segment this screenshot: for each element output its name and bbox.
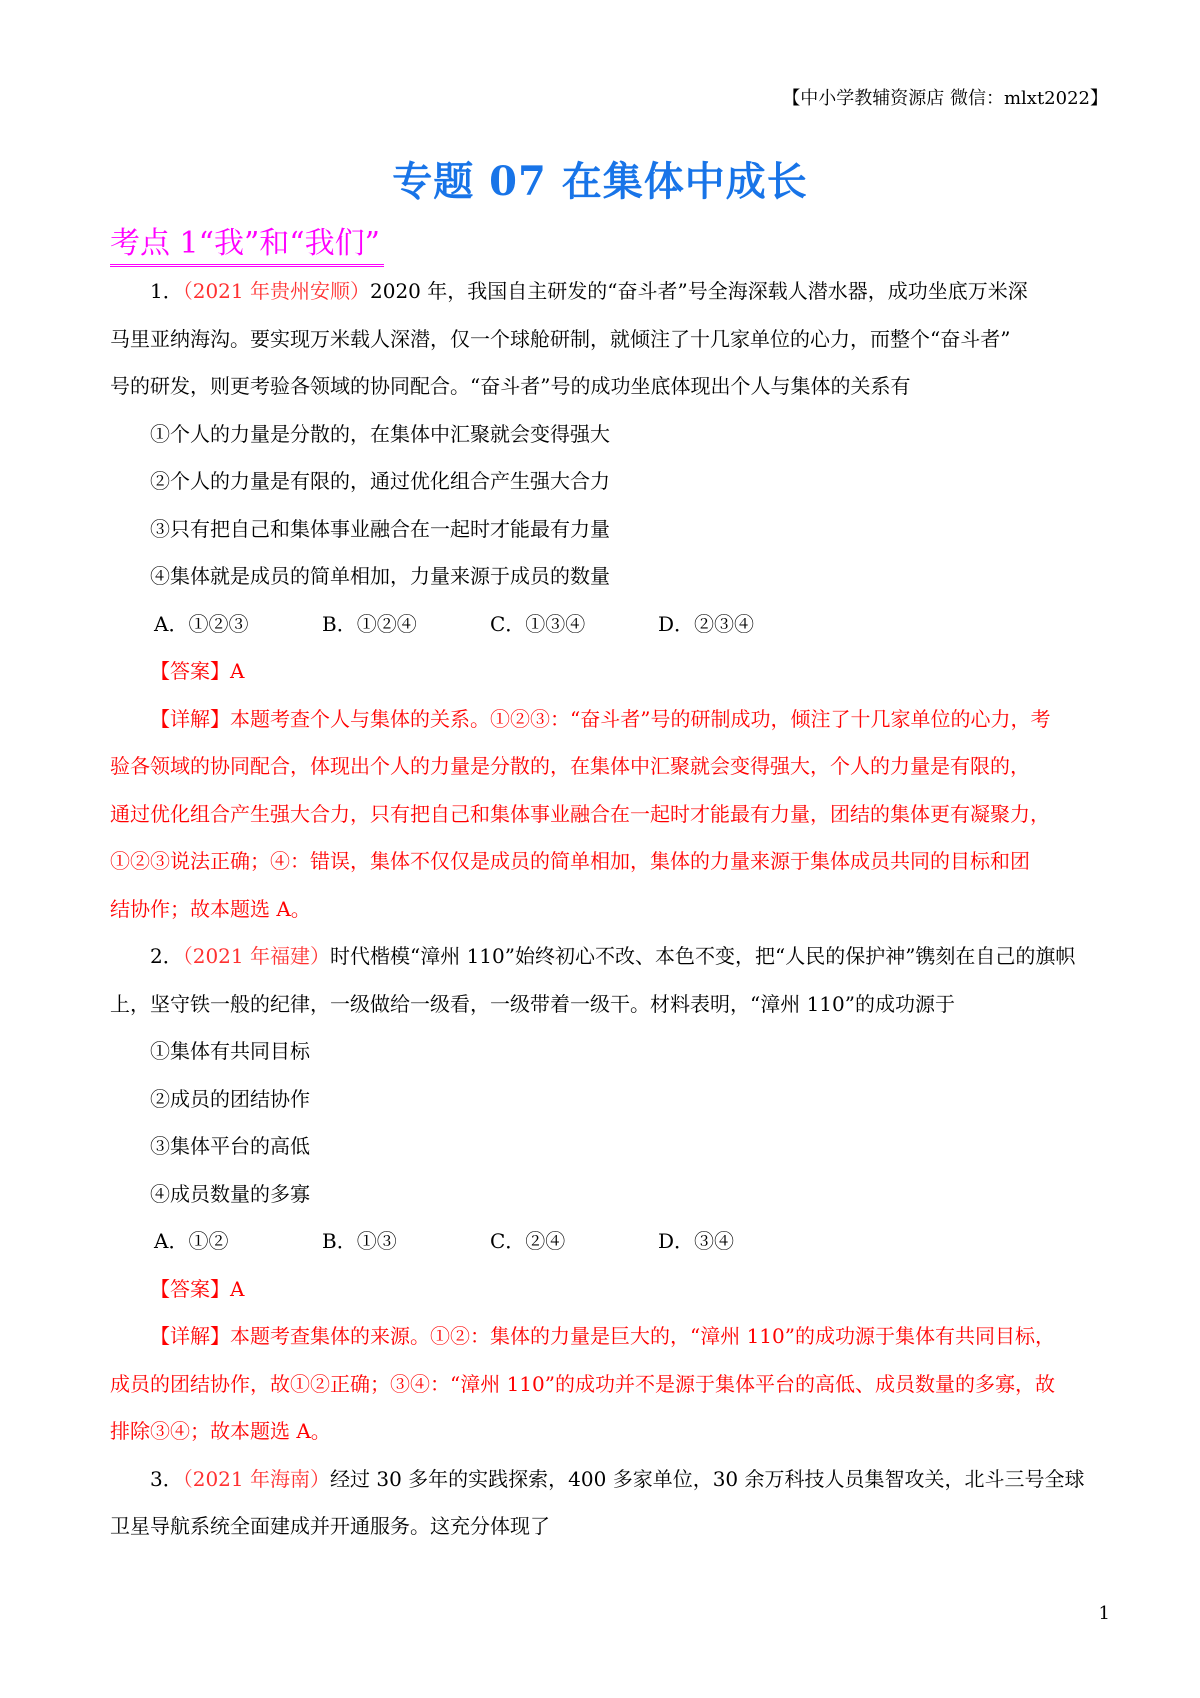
section-heading: 考点 1“我”和“我们” [110, 218, 384, 267]
question-3-stem-line-2: 卫星导航系统全面建成并开通服务。这充分体现了 [110, 1514, 550, 1538]
question-2-analysis-line: 排除③④；故本题选 A。 [110, 1419, 331, 1443]
question-2-answer: 【答案】A [150, 1276, 245, 1301]
question-2-item: ③集体平台的高低 [150, 1134, 310, 1158]
question-2-item: ①集体有共同目标 [150, 1039, 310, 1063]
page-title: 专题 07 在集体中成长 [392, 158, 808, 205]
question-1-item: ④集体就是成员的简单相加，力量来源于成员的数量 [150, 564, 610, 588]
question-2-item: ④成员数量的多寡 [150, 1181, 310, 1206]
question-1-analysis-line: 验各领域的协同配合，体现出个人的力量是分散的，在集体中汇聚就会变得强大，个人的力量是有限的， [110, 754, 1030, 778]
question-3-stem-line-1: 3．（2021 年海南）经过 30 多年的实践探索，400 多家单位，30 余万科技人员集智攻关，北斗三号全球 [150, 1466, 1085, 1491]
question-3-source: （2021 年海南） [182, 1466, 330, 1491]
question-1-item: ②个人的力量是有限的，通过优化组合产生强大合力 [150, 469, 610, 493]
question-1-stem-line-3: 号的研发，则更考验各领域的协同配合。“奋斗者”号的成功坐底体现出个人与集体的关系有 [110, 374, 911, 398]
question-2-source: （2021 年福建） [182, 944, 330, 968]
option-d: D．②③④ [658, 611, 755, 636]
page-number: 1 [1098, 1603, 1110, 1624]
question-2-analysis-line: 【详解】本题考查集体的来源。①②：集体的力量是巨大的，“漳州 110”的成功源于集体有共同目标， [150, 1324, 1055, 1348]
question-2-stem-line-2: 上，坚守铁一般的纪律，一级做给一级看，一级带着一级干。材料表明，“漳州 110”的成功源于 [110, 991, 955, 1016]
option-a: A．①② [154, 1229, 229, 1253]
header-note: 【中小学教辅资源店 微信：mlxt2022】 [782, 88, 1108, 109]
question-1-analysis-line: 通过优化组合产生强大合力，只有把自己和集体事业融合在一起时才能最有力量，团结的集体更有凝聚力， [110, 801, 1050, 826]
option-d: D．③④ [658, 1229, 735, 1253]
question-1-answer: 【答案】A [150, 659, 245, 683]
option-c: C．①③④ [490, 611, 586, 636]
option-b: B．①③ [322, 1229, 397, 1253]
question-1-options [110, 601, 1105, 649]
option-b: B．①②④ [322, 611, 417, 636]
option-a: A．①②③ [154, 611, 249, 636]
question-2-analysis-line: 成员的团结协作，故①②正确；③④：“漳州 110”的成功并不是源于集体平台的高低、成员数量的多寡，故 [110, 1371, 1055, 1396]
document-body [110, 268, 1105, 1551]
question-1-item: ③只有把自己和集体事业融合在一起时才能最有力量 [150, 516, 610, 541]
question-1-item: ①个人的力量是分散的，在集体中汇聚就会变得强大 [150, 421, 610, 446]
option-c: C．②④ [490, 1229, 566, 1253]
question-1-stem-line-2: 马里亚纳海沟。要实现万米载人深潜，仅一个球舱研制，就倾注了十几家单位的心力，而整个“奋斗者” [110, 326, 1011, 351]
question-1-analysis-line: 【详解】本题考查个人与集体的关系。①②③：“奋斗者”号的研制成功，倾注了十几家单位的心力，考 [150, 706, 1051, 731]
question-1-analysis-line: ①②③说法正确；④：错误，集体不仅仅是成员的简单相加，集体的力量来源于集体成员共同的目标和团 [110, 849, 1030, 873]
question-2-options [110, 1218, 1105, 1266]
question-1-analysis-line: 结协作；故本题选 A。 [110, 896, 311, 921]
question-2-stem-line-1: 2．（2021 年福建）时代楷模“漳州 110”始终初心不改、本色不变，把“人民的保护神”镌刻在自己的旗帜 [150, 944, 1076, 968]
question-1-stem-line-1: 1．（2021 年贵州安顺）2020 年，我国自主研发的“奋斗者”号全海深载人潜水器，成功坐底万米深 [150, 279, 1028, 303]
question-2-item: ②成员的团结协作 [150, 1086, 310, 1111]
question-1-source: （2021 年贵州安顺） [182, 279, 370, 303]
